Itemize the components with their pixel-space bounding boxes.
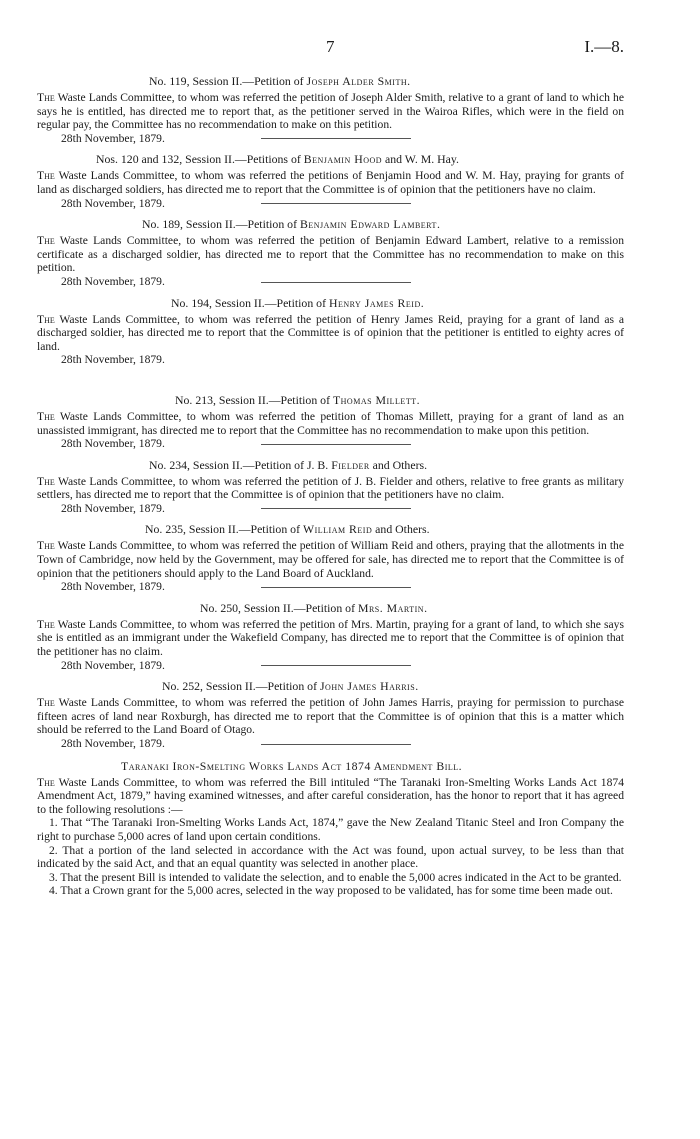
report-date: 28th November, 1879. [61, 737, 165, 750]
petition-report [37, 234, 624, 275]
report-date: 28th November, 1879. [61, 353, 165, 367]
lead-word: The [37, 775, 55, 789]
title-suffix: and W. M. Hay. [382, 152, 459, 167]
report-text: Waste Lands Committee, to whom was referred the petition of Joseph Alder Smith, relative to a grant of land to which he says he is entitled, has directed me to report that, as the petitioner served in the Wairoa Rifles, which were in the field on regular pay, the Committee has no recommendation to make on this petition. [37, 91, 624, 132]
petitioner-name: Thomas Millett [332, 392, 417, 407]
petitioner-name: Benjamin Hood [303, 152, 383, 167]
petition-section [37, 393, 624, 451]
report-date: 28th November, 1879. [61, 274, 165, 288]
title-prefix: No. 194, Session II.—Petition of [171, 295, 329, 310]
lead-word: The [37, 617, 55, 631]
petition-title [37, 522, 624, 537]
bill-title: Taranaki Iron-Smelting Works Lands Act 1874 Amendment Bill. [121, 758, 463, 773]
petition-title [37, 393, 624, 408]
report-text: Waste Lands Committee, to whom was referred the petition of Benjamin Edward Lambert, relative to a remission certificate as a discharged soldier, has directed me to report that the Committee has no recommendation to make on this petition. [37, 234, 624, 275]
report-date: 28th November, 1879. [61, 196, 165, 210]
report-text: Waste Lands Committee, to whom was referred the petition of Mrs. Martin, praying for a grant of land, to which she says she is entitled as an immigrant under the Wakefield Company, has directed me to report that the Committee is of opinion that the petitioner has no claim. [37, 617, 624, 659]
title-suffix: . [415, 679, 419, 694]
report-text: Waste Lands Committee, to whom was referred the petition of William Reid and others, praying that the allotments in the Town of Cambridge, now held by the Government, may be offered for sale, has directed me to report that the Committee is of opinion that the petitioners should apply to the Land Board of Auckland. [37, 539, 624, 580]
petitioner-name: John James Harris [319, 679, 416, 694]
petition-title [37, 679, 624, 694]
petition-section [37, 522, 624, 593]
title-prefix: Nos. 120 and 132, Session II.—Petitions of [96, 152, 304, 167]
petition-report [37, 169, 624, 196]
lead-word: The [37, 409, 55, 423]
petition-report [37, 696, 624, 737]
report-date: 28th November, 1879. [61, 501, 165, 515]
lead-word: The [37, 91, 55, 104]
petition-report [37, 475, 624, 502]
report-date: 28th November, 1879. [61, 437, 165, 451]
petition-report [37, 91, 624, 132]
lead-word: The [37, 474, 55, 488]
report-text: Waste Lands Committee, to whom was referred the petitions of Benjamin Hood and W. M. Hay, praying for grants of land as discharged soldiers, has directed me to report that the Committee is of opinion that the petitioners have no claim. [37, 169, 624, 196]
resolution-item: 4. That a Crown grant for the 5,000 acres, selected in the way proposed to be validated, has for some time been made out. [49, 884, 613, 898]
report-text: Waste Lands Committee, to whom was referred the petition of Henry James Reid, praying for a grant of land as a discharged soldier, has directed me to report that the Committee is of opinion that the petitioner is entitled to eighty acres of land. [37, 312, 624, 353]
title-suffix: . [416, 392, 420, 407]
petition-report [37, 539, 624, 580]
petitioner-name: William Reid [302, 522, 373, 537]
petition-section [37, 74, 624, 145]
petition-title [37, 152, 624, 167]
report-text: Waste Lands Committee, to whom was referred the petition of J. B. Fielder and others, relative to free grants as military settlers, has directed me to report that the Committee is of opinion that the petitioners have no claim. [37, 474, 624, 502]
title-suffix: . [424, 600, 428, 615]
petitioner-name: Benjamin Edward Lambert [299, 217, 437, 232]
petition-title [37, 296, 624, 311]
petition-section [37, 679, 624, 750]
petition-title [37, 74, 624, 89]
lead-word: The [37, 696, 55, 710]
petition-section [37, 296, 624, 367]
lead-word: The [37, 539, 55, 553]
lead-word: The [37, 312, 55, 326]
title-suffix: . [436, 217, 440, 232]
petition-report [37, 313, 624, 354]
title-prefix: No. 250, Session II.—Petition of [200, 600, 358, 615]
report-date: 28th November, 1879. [61, 658, 165, 672]
petitioner-name: Fielder [331, 457, 370, 472]
document-body [37, 74, 624, 898]
petitioner-name: Mrs. Martin [357, 600, 425, 615]
petitioner-name: Joseph Alder Smith [306, 74, 408, 88]
lead-word: The [37, 169, 55, 183]
title-prefix: No. 119, Session II.—Petition of [149, 74, 307, 88]
petition-title [37, 458, 624, 473]
page-number: 7 [326, 37, 335, 56]
report-text: Waste Lands Committee, to whom was referred the petition of John James Harris, praying for permission to purchase fifteen acres of land near Roxburgh, has directed me to report that the Committee is of opinion that this is a matter which should be referred to the Land Board of Otago. [37, 696, 624, 737]
petition-section [37, 217, 624, 288]
title-suffix: and Others. [372, 522, 430, 537]
report-date: 28th November, 1879. [61, 131, 165, 145]
petition-title [37, 601, 624, 616]
title-prefix: No. 234, Session II.—Petition of J. B. [149, 457, 332, 472]
petition-section [37, 152, 624, 210]
lead-word: The [37, 234, 55, 248]
petition-section [37, 458, 624, 516]
title-prefix: No. 189, Session II.—Petition of [142, 217, 300, 232]
petition-title [37, 217, 624, 232]
petition-report [37, 410, 624, 437]
title-suffix: . [407, 74, 411, 88]
resolution-item: 3. That the present Bill is intended to validate the selection, and to enable the 5,000 acres indicated in the Act to be granted. [49, 870, 622, 884]
bill-report [37, 776, 624, 817]
petitioner-name: Henry James Reid [328, 295, 421, 310]
report-text: Waste Lands Committee, to whom was referred the petition of Thomas Millett, praying for a grant of land as an unassisted immigrant, has directed me to report that the Committee has no recommendation to make upon this petition. [37, 409, 624, 437]
resolution-item: 1. That “The Taranaki Iron-Smelting Works Lands Act, 1874,” gave the New Zealand Titanic Steel and Iron Company the right to purchase 5,000 acres of land upon certain conditions. [37, 816, 624, 843]
page-header [0, 37, 700, 62]
title-prefix: No. 252, Session II.—Petition of [162, 679, 320, 694]
report-date: 28th November, 1879. [61, 580, 165, 594]
report-text: Waste Lands Committee, to whom was referred the Bill intituled “The Taranaki Iron-Smelting Works Lands Act 1874 Amendment Act, 1879,” having examined witnesses, and after careful consideration, has the honor to report that it has agreed to the following resolutions :— [37, 775, 624, 816]
bill-section [37, 759, 624, 898]
title-suffix: . [420, 295, 424, 310]
title-suffix: and Others. [369, 457, 428, 472]
petition-section [37, 601, 624, 672]
paper-reference: I.—8. [584, 37, 624, 56]
resolution-item: 2. That a portion of the land selected in accordance with the Act was found, upon actual survey, to be less than that indicated by the said Act, and that an equal quantity was selected in another place. [37, 843, 624, 871]
title-prefix: No. 235, Session II.—Petition of [145, 522, 303, 537]
petition-report [37, 618, 624, 659]
title-prefix: No. 213, Session II.—Petition of [175, 392, 333, 407]
